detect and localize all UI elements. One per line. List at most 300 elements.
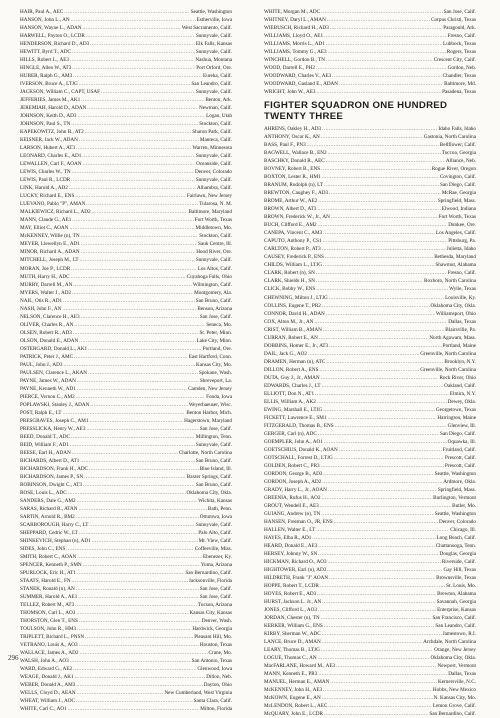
roster-entry bbox=[20, 649, 232, 657]
leader-dots bbox=[329, 342, 441, 350]
member-hometown: Brownsville, Texas bbox=[436, 575, 476, 582]
roster-entry bbox=[264, 350, 476, 358]
roster-entry bbox=[20, 232, 232, 240]
leader-dots bbox=[317, 398, 447, 406]
member-hometown: Butler, Mo. bbox=[452, 502, 476, 509]
roster-entry bbox=[264, 542, 476, 550]
member-name: SCARBOROUGH, Harry C., LT bbox=[20, 522, 89, 528]
roster-entry bbox=[20, 72, 232, 80]
roster-entry bbox=[264, 181, 476, 189]
leader-dots bbox=[318, 550, 438, 558]
roster-entry bbox=[264, 390, 476, 398]
leader-dots bbox=[334, 454, 444, 462]
member-hometown: Sunnyvale, Calif. bbox=[195, 89, 232, 96]
roster-entry bbox=[264, 24, 476, 32]
member-name: ELLIS, William A., AK2 bbox=[264, 398, 316, 405]
leader-dots bbox=[336, 662, 436, 670]
member-hometown: Chattanooga, Tenn. bbox=[435, 542, 476, 549]
member-hometown: Long Beach, Calif. bbox=[436, 534, 476, 541]
member-hometown: Louisville, Ky. bbox=[445, 294, 476, 301]
leader-dots bbox=[76, 681, 202, 689]
member-name: GERGER, Carl (n), ADC bbox=[264, 430, 317, 437]
roster-entry bbox=[264, 165, 476, 173]
member-name: HEWITT, Byrd T., ADC bbox=[20, 49, 72, 56]
member-hometown: Ardmore, Okla. bbox=[443, 478, 476, 485]
member-hometown: Dillon, Neb. bbox=[206, 674, 232, 681]
member-name: JACKSON, William C., CAPT, USAF bbox=[20, 89, 101, 96]
roster-entry bbox=[264, 678, 476, 686]
leader-dots bbox=[86, 425, 198, 433]
member-hometown: Sunnyvale, Calif. bbox=[195, 177, 232, 184]
member-name: GREENIA, Rufus H., AO2 bbox=[264, 494, 321, 501]
leader-dots bbox=[318, 430, 439, 438]
member-name: PRESSLICKA, Henry W., AE3 bbox=[20, 425, 86, 432]
leader-dots bbox=[319, 366, 419, 374]
roster-entry bbox=[20, 136, 232, 144]
member-hometown: San Leandro, Calif. bbox=[191, 81, 232, 88]
member-name: PAUL, John J., AD3 bbox=[20, 361, 63, 368]
member-hometown: Toccoa, Georgia bbox=[441, 150, 476, 157]
roster-entry bbox=[264, 454, 476, 462]
leader-dots bbox=[339, 80, 443, 88]
member-name: STAATS, Harold E., FN bbox=[20, 578, 71, 585]
leader-dots bbox=[79, 505, 207, 513]
member-name: CHILDS, William L., LTJG bbox=[264, 262, 323, 269]
leader-dots bbox=[71, 265, 197, 273]
leader-dots bbox=[89, 521, 194, 529]
member-hometown: Charlotte, North Carolina bbox=[178, 449, 232, 456]
member-name: CLARK, Robert (n), SN bbox=[264, 270, 315, 277]
roster-entry bbox=[264, 646, 476, 654]
member-name: TRIPLETT, Richard L., PNSN bbox=[20, 634, 85, 641]
member-hometown: Pasadena, Texas bbox=[442, 89, 476, 96]
leader-dots bbox=[72, 449, 178, 457]
member-hometown: Rogue River, Oregon bbox=[431, 166, 476, 173]
member-hometown: Camden, New Jersey bbox=[188, 385, 232, 392]
member-hometown: San Bruno, Calif. bbox=[195, 481, 232, 488]
roster-entry bbox=[20, 689, 232, 697]
leader-dots bbox=[92, 537, 198, 545]
roster-entry bbox=[20, 265, 232, 273]
member-name: REESE, Earl H., ADAN bbox=[20, 449, 71, 456]
leader-dots bbox=[321, 510, 433, 518]
leader-dots bbox=[77, 625, 191, 633]
leader-dots bbox=[339, 446, 442, 454]
member-name: McKOWN, Eugene E., AN bbox=[264, 695, 321, 702]
member-hometown: Oklahoma City, Okla. bbox=[186, 489, 232, 496]
leader-dots bbox=[321, 8, 443, 16]
roster-entry bbox=[20, 104, 232, 112]
leader-dots bbox=[324, 622, 435, 630]
roster-entry bbox=[20, 305, 232, 313]
roster-entry bbox=[20, 40, 232, 48]
roster-entry bbox=[20, 273, 232, 281]
member-name: HUBER, Ralph G., AM3 bbox=[20, 73, 73, 80]
leader-dots bbox=[69, 184, 196, 192]
leader-dots bbox=[324, 438, 447, 446]
member-name: CARLTON, Robert P., AT3 bbox=[264, 246, 321, 253]
member-name: BREWTON, Caughey F., AD3 bbox=[264, 190, 329, 197]
member-name: MALKIEWICZ, Richard L., AD2 bbox=[20, 209, 91, 216]
member-hometown: Bethesda, Maryland bbox=[434, 254, 476, 261]
leader-dots bbox=[329, 574, 435, 582]
leader-dots bbox=[330, 24, 442, 32]
member-name: MITCHELL, Joseph M., LT bbox=[20, 257, 79, 264]
leader-dots bbox=[328, 486, 437, 494]
member-hometown: N. Kansas City, Mo. bbox=[433, 695, 476, 702]
roster-entry bbox=[264, 157, 476, 165]
page-number: 296 bbox=[8, 654, 19, 662]
leader-dots bbox=[316, 64, 447, 72]
leader-dots bbox=[322, 694, 433, 702]
member-name: WOODWARD, Charles V., AE3 bbox=[264, 73, 332, 80]
member-hometown: Idaho Falls, Idaho bbox=[438, 126, 476, 133]
member-hometown: Oquawka, Ill. bbox=[447, 438, 476, 445]
roster-entry bbox=[264, 446, 476, 454]
member-hometown: Bellflower, Calif. bbox=[439, 142, 476, 149]
leader-dots bbox=[315, 390, 449, 398]
roster-entry bbox=[264, 189, 476, 197]
member-name: LUCKY, Richard E., ENS bbox=[20, 193, 75, 200]
member-name: HIGHTOWER, Earl (n), AD3 bbox=[264, 567, 327, 574]
member-name: NAIL, Otis R., AD1 bbox=[20, 297, 63, 304]
member-hometown: Benton Harbor, Mich. bbox=[186, 409, 232, 416]
leader-dots bbox=[73, 281, 192, 289]
member-hometown: Hagerstown, Maryland bbox=[184, 417, 232, 424]
roster-entry bbox=[20, 337, 232, 345]
roster-entry bbox=[264, 48, 476, 56]
roster-entry bbox=[20, 128, 232, 136]
roster-entry bbox=[264, 422, 476, 430]
leader-dots bbox=[76, 513, 199, 521]
member-name: SHEPPARD, Cedric W., LT bbox=[20, 530, 78, 537]
leader-dots bbox=[78, 112, 206, 120]
member-name: McLENDON, Robert L., AEC bbox=[264, 703, 328, 710]
member-name: THOMSON, Carl L., AO3 bbox=[20, 610, 76, 617]
member-name: MANN, Kenneth E., PR3 bbox=[264, 671, 318, 678]
member-name: REED, Donald T., ADC bbox=[20, 433, 70, 440]
member-hometown: Fort Worth, Texas bbox=[438, 214, 476, 221]
member-hometown: Logan, Utah bbox=[206, 113, 232, 120]
roster-entry bbox=[264, 670, 476, 678]
member-hometown: Seattle, Washington bbox=[190, 9, 232, 15]
roster-entry bbox=[20, 665, 232, 673]
roster-list-squadron bbox=[264, 125, 476, 718]
member-name: CAPUTO, Anthony P., CS1 bbox=[264, 238, 322, 245]
leader-dots bbox=[80, 649, 208, 657]
member-hometown: East Hartford, Conn. bbox=[188, 353, 232, 360]
roster-entry bbox=[264, 269, 476, 277]
member-hometown: St. Peter, Minn. bbox=[199, 329, 232, 336]
roster-entry bbox=[264, 294, 476, 302]
leader-dots bbox=[72, 577, 188, 585]
leader-dots bbox=[323, 470, 433, 478]
member-name: GUIANG, Andrew (n), TN bbox=[264, 510, 321, 517]
roster-entry bbox=[20, 200, 232, 208]
member-hometown: Palo Alto, Calif. bbox=[198, 530, 232, 537]
roster-entry bbox=[264, 710, 476, 718]
roster-entry bbox=[20, 168, 232, 176]
leader-dots bbox=[323, 326, 444, 334]
leader-dots bbox=[76, 697, 193, 705]
roster-entry bbox=[20, 321, 232, 329]
member-hometown: Fairlawn, New Jersey bbox=[186, 193, 232, 200]
member-name: EDWARDS, Charles J., LT bbox=[264, 382, 321, 389]
member-hometown: Los Angeles, Calif. bbox=[435, 230, 476, 237]
member-hometown: West Sacramento, Calif. bbox=[181, 25, 232, 32]
leader-dots bbox=[323, 237, 448, 245]
member-hometown: Port Orford, Ore. bbox=[196, 65, 232, 72]
member-hometown: Greenville, North Carolina bbox=[420, 350, 476, 357]
member-name: HOPPE, Robert T., LCDR bbox=[264, 583, 319, 590]
member-hometown: Lubbock, Texas bbox=[443, 41, 476, 48]
member-name: WELLS, Cloyd D., AEAN bbox=[20, 690, 76, 697]
member-hometown: Dewey, Okla. bbox=[447, 398, 476, 405]
member-name: HAIR, Paul A., AEC bbox=[20, 9, 64, 15]
leader-dots bbox=[81, 240, 197, 248]
roster-entry bbox=[20, 248, 232, 256]
leader-dots bbox=[63, 409, 186, 417]
member-hometown: Alhambra, Calif. bbox=[196, 185, 232, 192]
member-name: LOGUE, Thomas C., AN bbox=[264, 655, 317, 662]
member-hometown: Dunkee, Ore. bbox=[448, 222, 476, 229]
member-hometown: Seattle, Washington bbox=[434, 470, 476, 477]
roster-list-continued bbox=[264, 8, 476, 96]
member-name: TOULSON, John R., HM3 bbox=[20, 626, 77, 633]
member-hometown: Orange, New Jersey bbox=[434, 647, 476, 654]
member-hometown: Sunnyvale, Calif. bbox=[195, 153, 232, 160]
member-name: CLARK, Shields H., SN bbox=[264, 278, 316, 285]
member-name: HINGLE, Allen W., AT3 bbox=[20, 65, 72, 72]
member-hometown: Glenview, Ill. bbox=[447, 422, 476, 429]
leader-dots bbox=[72, 216, 193, 224]
member-hometown: Alliance, Neb. bbox=[445, 158, 476, 165]
member-hometown: Weyerhaeuser, Wisc. bbox=[188, 401, 232, 408]
leader-dots bbox=[318, 606, 436, 614]
roster-entry bbox=[20, 297, 232, 305]
member-hometown: Stockton, Calif. bbox=[199, 233, 232, 240]
roster-entry bbox=[20, 585, 232, 593]
leader-dots bbox=[323, 229, 435, 237]
roster-entry bbox=[20, 681, 232, 689]
member-hometown: Seattle, Washington bbox=[434, 510, 476, 517]
member-hometown: Middletown, Mo. bbox=[195, 225, 232, 232]
member-hometown: Savannah, Georgia bbox=[436, 599, 476, 606]
leader-dots bbox=[87, 104, 198, 112]
member-name: OSTERGARD, Donald L., AK1 bbox=[20, 345, 88, 352]
member-hometown: Dallas, Texas bbox=[448, 318, 476, 325]
member-hometown: Fonda, Iowa bbox=[206, 393, 232, 400]
roster-entry bbox=[264, 702, 476, 710]
roster-entry bbox=[264, 510, 476, 518]
roster-entry bbox=[264, 566, 476, 574]
leader-dots bbox=[83, 481, 195, 489]
member-name: JONES, Clifford L., AO3 bbox=[264, 607, 317, 614]
member-name: PATRICK, Peter J., AMC bbox=[20, 353, 74, 360]
member-name: BRANUM, Rudolph (n), LT bbox=[264, 182, 324, 189]
leader-dots bbox=[328, 149, 441, 157]
leader-dots bbox=[77, 569, 184, 577]
leader-dots bbox=[322, 630, 442, 638]
member-hometown: Los Altos, Calif. bbox=[197, 265, 232, 272]
member-hometown: Newman, Calif. bbox=[199, 105, 232, 112]
leader-dots bbox=[90, 40, 195, 48]
leader-dots bbox=[317, 590, 436, 598]
leader-dots bbox=[85, 633, 193, 641]
member-name: MAY, Elliot C., AOAN bbox=[20, 225, 69, 232]
member-name: THORSTON, Glen T., ENS bbox=[20, 618, 78, 625]
leader-dots bbox=[74, 353, 188, 361]
leader-dots bbox=[88, 345, 202, 353]
roster-entry bbox=[264, 662, 476, 670]
member-hometown: Sunnyvale, Calif. bbox=[195, 522, 232, 528]
roster-entry bbox=[264, 205, 476, 213]
roster-entry bbox=[20, 625, 232, 633]
member-name: ELLIOTT, Don N., AT1 bbox=[264, 390, 315, 397]
roster-entry bbox=[20, 56, 232, 64]
member-hometown: Elwood, Indiana bbox=[441, 206, 476, 213]
leader-dots bbox=[322, 125, 437, 133]
leader-dots bbox=[80, 256, 195, 264]
leader-dots bbox=[314, 318, 447, 326]
leader-dots bbox=[62, 305, 196, 313]
roster-entry bbox=[20, 473, 232, 481]
member-name: HERSEY, Johnny W., SN bbox=[264, 551, 318, 557]
member-hometown: San Bruno, Calif. bbox=[195, 297, 232, 304]
leader-dots bbox=[79, 641, 199, 649]
leader-dots bbox=[72, 64, 195, 72]
member-hometown: San Bernardino, Calif. bbox=[429, 711, 476, 718]
member-hometown: Manteca, Calif. bbox=[199, 137, 232, 144]
roster-entry bbox=[264, 221, 476, 229]
member-hometown: San Diego, Calif. bbox=[439, 430, 476, 437]
leader-dots bbox=[317, 88, 442, 96]
member-name: PRESGRAVES, Joseph C., AM1 bbox=[20, 417, 89, 424]
roster-entry bbox=[264, 245, 476, 253]
member-hometown: Portland, Ore. bbox=[202, 345, 232, 352]
member-name: KERKER, William G., ENS bbox=[264, 623, 323, 630]
member-hometown: Wylie, Texas bbox=[449, 286, 476, 293]
member-hometown: Elmira, N.Y. bbox=[449, 390, 476, 397]
roster-entry bbox=[20, 449, 232, 457]
member-name: PAYNE, Kenneth W., AD1 bbox=[20, 385, 76, 392]
member-hometown: Lemon Grove, Calif. bbox=[432, 703, 476, 710]
leader-dots bbox=[329, 294, 444, 302]
leader-dots bbox=[71, 273, 186, 281]
member-name: NASH, John F., AN bbox=[20, 305, 62, 312]
member-name: CAUSEY, Frederick P., ENS bbox=[264, 254, 324, 261]
member-hometown: Milton, Florida bbox=[200, 706, 232, 713]
member-name: RICHARDSON, James P., SN bbox=[20, 473, 84, 480]
leader-dots bbox=[324, 32, 447, 40]
roster-entry bbox=[20, 256, 232, 264]
member-name: REID, William F., AD1 bbox=[20, 441, 69, 448]
leader-dots bbox=[77, 377, 199, 385]
member-name: ROBINSON, Dwight C., AT3 bbox=[20, 481, 82, 488]
roster-entry bbox=[264, 502, 476, 510]
member-name: DRAMEN, Herman (n), ATC bbox=[264, 358, 326, 365]
member-hometown: North Agawam, Mass. bbox=[429, 334, 476, 341]
roster-entry bbox=[264, 318, 476, 326]
roster-entry bbox=[20, 281, 232, 289]
member-name: SIDES, John C., ENS bbox=[20, 546, 66, 553]
roster-entry bbox=[20, 361, 232, 369]
leader-dots bbox=[312, 534, 435, 542]
member-hometown: Greenville, North Carolina bbox=[420, 366, 476, 373]
member-name: CLICK, Bobby W., ENS bbox=[264, 286, 316, 293]
member-name: HAYES, Elba R., AD1 bbox=[264, 534, 312, 541]
section-title bbox=[264, 101, 476, 122]
member-name: MacFARLANE, Howard M., AE3 bbox=[264, 663, 336, 670]
section-title-line-1: FIGHTER SQUADRON ONE HUNDRED bbox=[264, 100, 448, 112]
roster-entry bbox=[264, 614, 476, 622]
roster-entry bbox=[264, 526, 476, 534]
leader-dots bbox=[323, 261, 434, 269]
member-name: COX, Alton M., Jr., AN bbox=[264, 318, 314, 325]
leader-dots bbox=[331, 213, 438, 221]
leader-dots bbox=[322, 638, 422, 646]
member-hometown: San Bruno, Calif. bbox=[195, 457, 232, 464]
leader-dots bbox=[63, 361, 195, 369]
member-name: GORDON, Joseph A., AD2 bbox=[264, 478, 322, 485]
member-name: CRIST, William B., AMAN bbox=[264, 326, 322, 333]
roster-entry bbox=[264, 550, 476, 558]
member-hometown: Pittsburg, Pa. bbox=[448, 238, 476, 245]
member-name: OLIVER, Charles R., AN bbox=[20, 321, 74, 328]
roster-entry bbox=[264, 326, 476, 334]
leader-dots bbox=[321, 165, 431, 173]
roster-entry bbox=[264, 334, 476, 342]
roster-entry bbox=[20, 289, 232, 297]
member-name: CURRAN, Robert E., AN bbox=[264, 334, 318, 341]
roster-entry bbox=[20, 377, 232, 385]
member-name: SARAS, Richard R., ATAN bbox=[20, 505, 78, 512]
leader-dots bbox=[307, 141, 439, 149]
leader-dots bbox=[64, 8, 189, 16]
member-hometown: Denver, Colorado bbox=[439, 518, 476, 525]
member-name: GOETSCHIUS, Donald K., AOAN bbox=[264, 446, 338, 453]
leader-dots bbox=[76, 609, 188, 617]
member-name: MEYER, Llewellyn E., AD1 bbox=[20, 241, 80, 248]
roster-entry bbox=[20, 601, 232, 609]
leader-dots bbox=[321, 614, 432, 622]
roster-entry bbox=[20, 569, 232, 577]
member-hometown: Glenwood, Iowa bbox=[197, 666, 232, 673]
member-hometown: Fort Worth, Texas bbox=[194, 217, 232, 224]
member-name: LANCE, Bruce D., AMAN bbox=[264, 639, 321, 646]
leader-dots bbox=[321, 374, 439, 382]
roster-entry bbox=[20, 417, 232, 425]
member-hometown: San Jose, Calif. bbox=[199, 594, 232, 601]
roster-entry bbox=[264, 470, 476, 478]
leader-dots bbox=[92, 208, 188, 216]
member-hometown: Chicago, Ill. bbox=[450, 526, 476, 533]
leader-dots bbox=[335, 422, 447, 430]
member-hometown: Shawmut, Alabama bbox=[435, 262, 476, 269]
member-name: LINK, Harold A., AD2 bbox=[20, 185, 68, 192]
member-hometown: Archdale, North Carolina bbox=[423, 639, 476, 646]
leader-dots bbox=[75, 192, 186, 200]
leader-dots bbox=[326, 56, 433, 64]
leader-dots bbox=[318, 221, 448, 229]
member-name: WILLIAMS, Tommy G., AE3 bbox=[264, 49, 327, 56]
leader-dots bbox=[63, 297, 195, 305]
member-name: WALSH, John A., AO3 bbox=[20, 658, 69, 665]
member-name: McKENNEY, Willie (n), TN bbox=[20, 233, 80, 240]
member-hometown: Hobbs, New Mexico bbox=[432, 687, 476, 694]
member-hometown: McRae, Georgia bbox=[441, 190, 476, 197]
member-hometown: Crane, Mo. bbox=[208, 650, 232, 657]
